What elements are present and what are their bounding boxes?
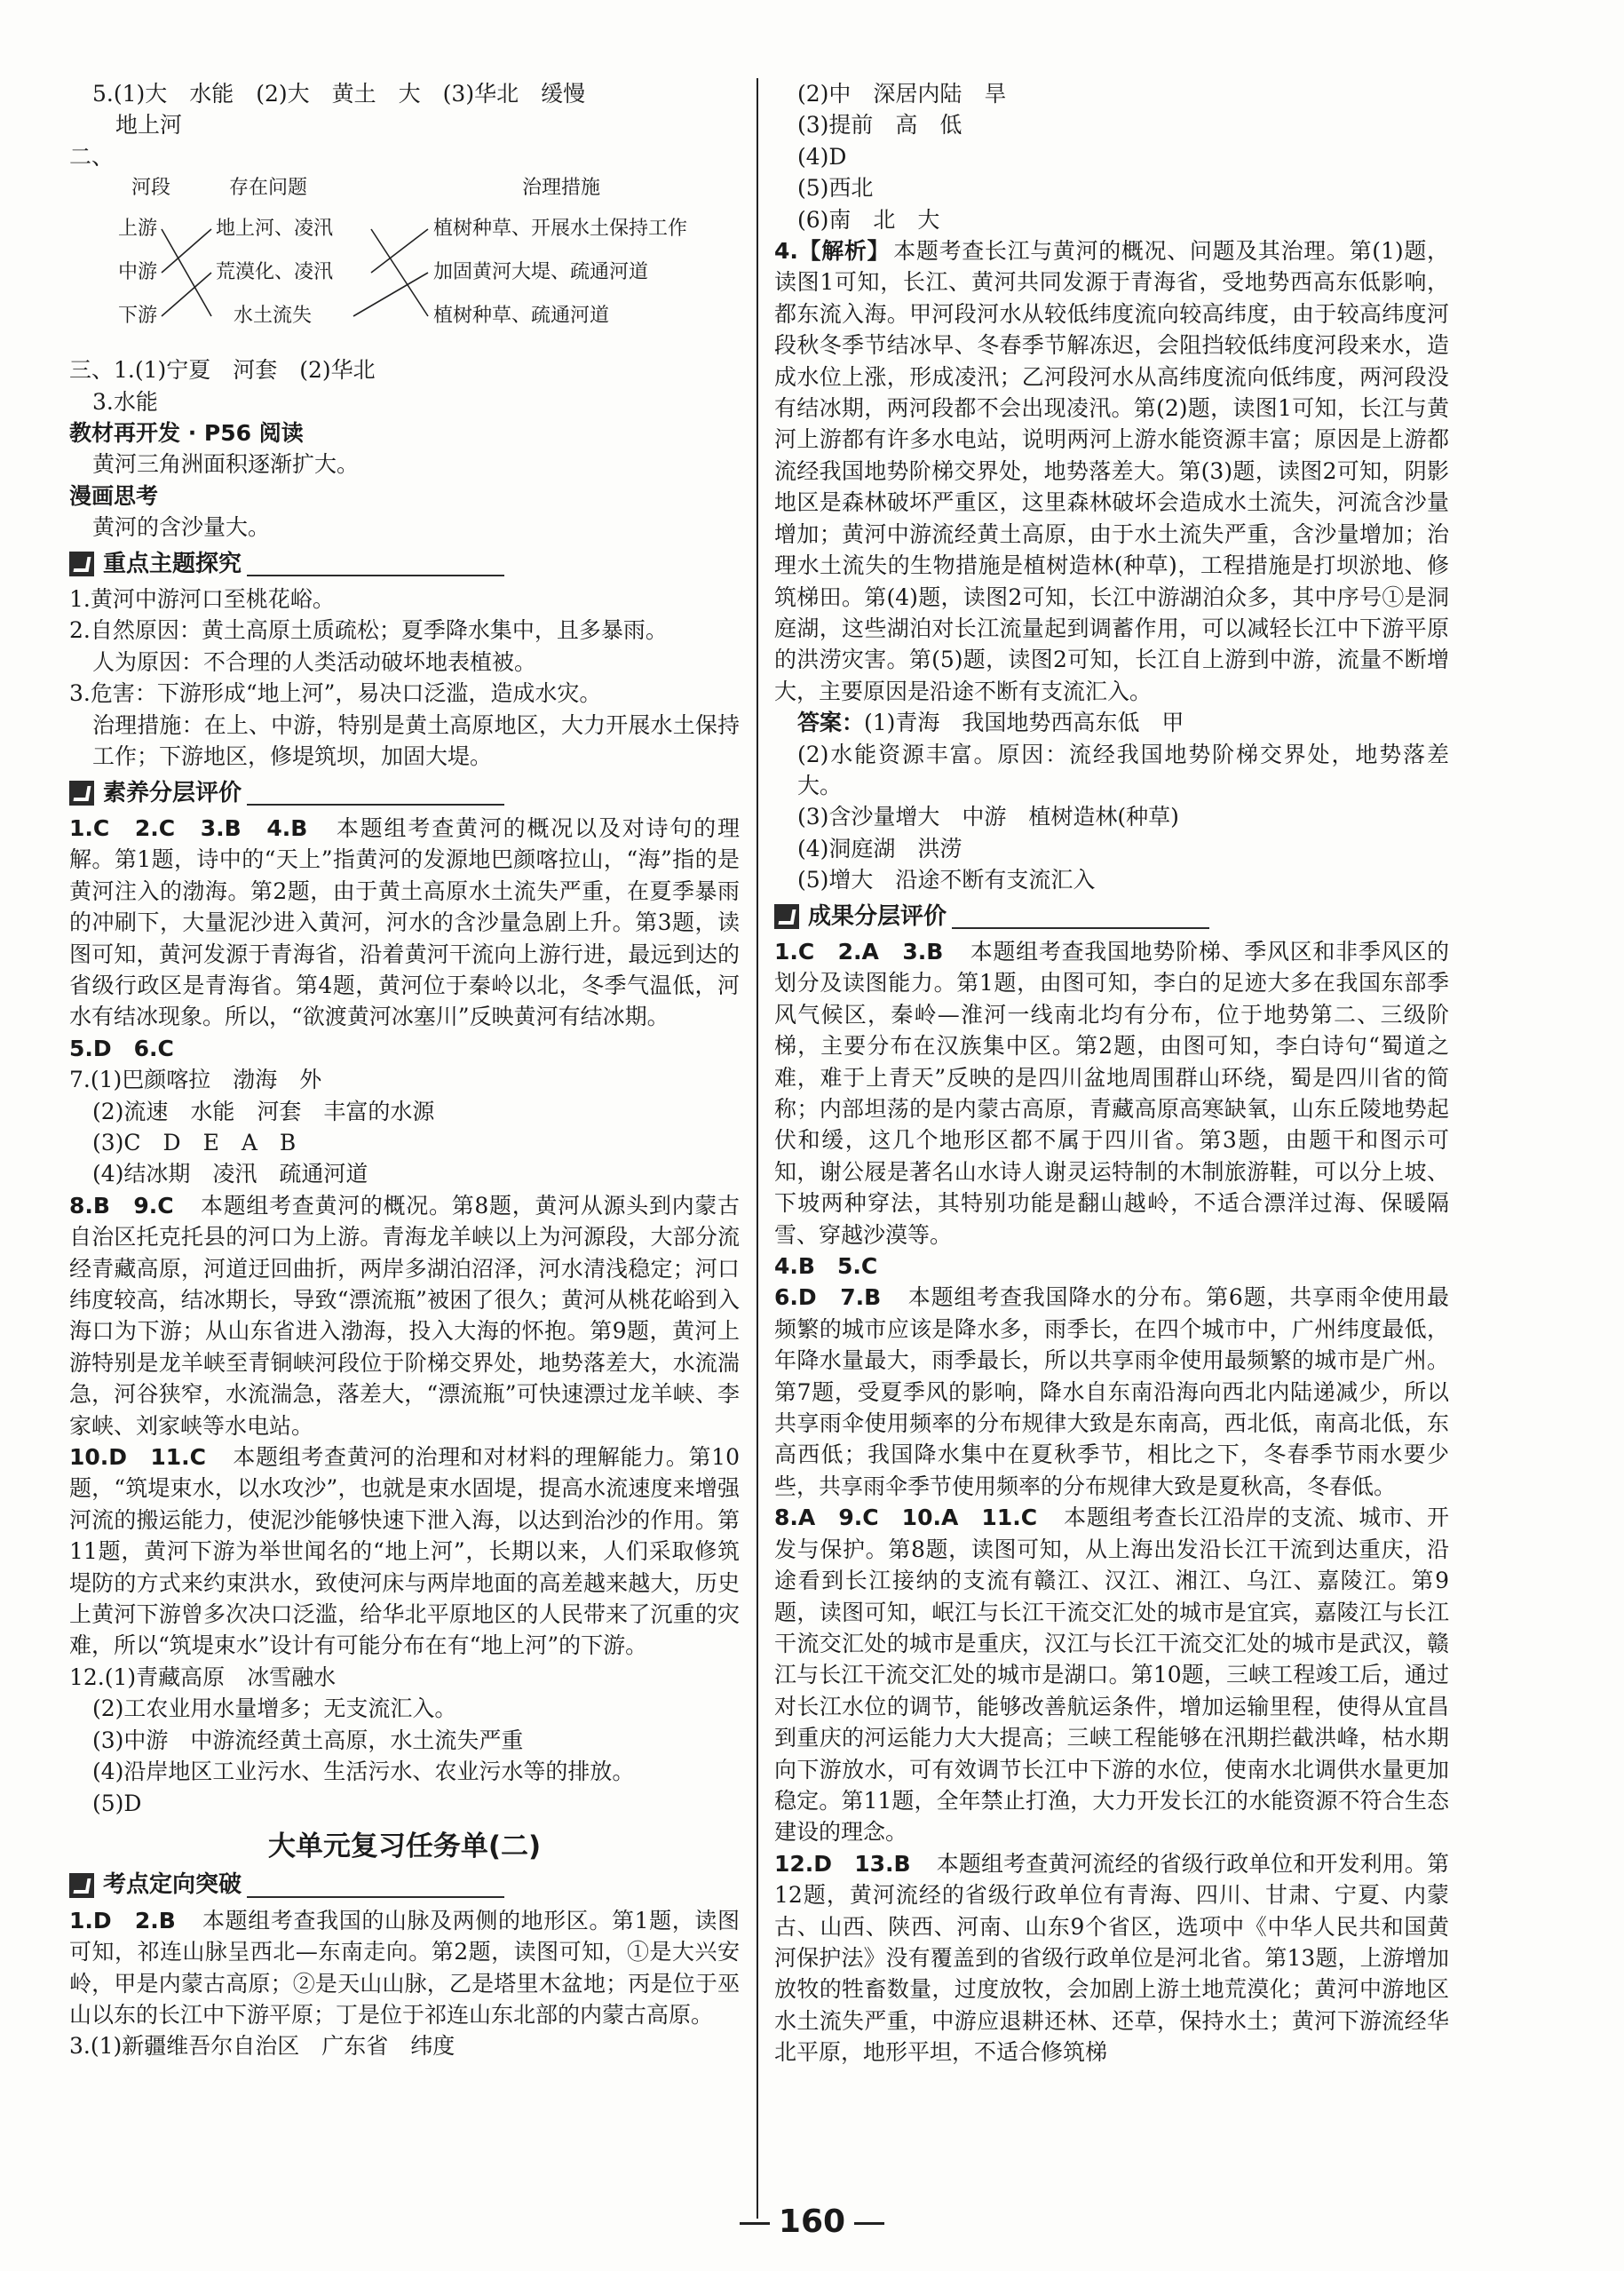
result-answer-8-11: 8.A 9.C 10.A 11.C 本题组考查长江沿岸的支流、城市、开发与保护。第8题，读图可知，从上海出发沿长江干流到达重庆，沿途看到长江接纳的支流有赣江、汉江、湘江、乌江、嘉陵江。第9题，读图可知，岷江与长江干流交汇处的城市是宜宾，嘉陵江与长江干流交汇处的城市是重庆，汉江与长江干流交汇处的城市是武汉，赣江与长江干流交汇处的城市是湖口。第10题，三峡工程竣工后，通过对长江水位的调节，能够改善航运条件，增加运输里程，使得从宜昌到重庆的河运能力大大提高；三峡工程能够在汛期拦截洪峰，枯水期向下游放水，可有效调节长江中下游的水位，使南水北调供水量更加稳定。第11题，全年禁止打渔，大力开发长江的水能资源不符合生态建设的理念。 xyxy=(774,1505,1449,1846)
match-a2: 中游 xyxy=(118,261,158,284)
exam-answer-4-key-5: (5)增大 沿途不断有支流汇入 xyxy=(797,867,1096,893)
answer-12-5: (5)D xyxy=(92,1790,142,1816)
answer-1-4: 1.C 2.C 3.B 4.B 本题组考查黄河的概况以及对诗句的理解。第1题，诗中的“天上”指黄河的发源地巴颜喀拉山，“海”指的是黄河注入的渤海。第2题，由于黄土高原水土流失严重，在夏季暴雨的冲刷下，大量泥沙进入黄河，河水的含沙量急剧上升。第3题，读图可知，黄河发源于青海省，沿着黄河干流向上游行进，最远到达的省级行政区是青海省。第4题，黄河位于秦岭以北，冬季气温低，河水有结冰现象。所以，“欲渡黄河冰塞川”反映黄河有结冰期。 xyxy=(69,814,740,1030)
answer-12-3: (3)中游 中游流经黄土高原，水土流失严重 xyxy=(92,1727,524,1753)
match-a3: 下游 xyxy=(118,305,158,328)
exam-answer-4-key-2: (2)水能资源丰富。原因：流经我国地势阶梯交界处，地势落差大。 xyxy=(797,741,1449,798)
matching-diagram xyxy=(69,176,740,349)
line-a3-b2 xyxy=(162,273,211,316)
column-divider xyxy=(757,78,758,2219)
section-marker-icon xyxy=(69,1873,94,1898)
manhua-answer: 黄河的含沙量大。 xyxy=(92,514,271,541)
exam-answer-4-key-4: (4)洞庭湖 洪涝 xyxy=(797,835,963,862)
subhead-manhua: 漫画思考 xyxy=(69,482,159,509)
jiaocai-answer: 黄河三角洲面积逐渐扩大。 xyxy=(92,451,360,478)
topic-1: 1.黄河中游河口至桃花峪。 xyxy=(69,586,335,613)
heading-underline xyxy=(247,804,504,806)
page-number-dash-right xyxy=(854,2222,884,2225)
exam-answer-3-5: (5)西北 xyxy=(797,175,874,202)
exam-answer-3: 3.(1)新疆维吾尔自治区 广东省 纬度 xyxy=(69,2033,456,2060)
right-column xyxy=(774,78,1449,2069)
match-b2: 荒漠化、凌汛 xyxy=(216,261,334,284)
line-a2-b1 xyxy=(162,229,211,273)
answer-7: 7.(1)巴颜喀拉 渤海 外 xyxy=(69,1067,322,1093)
exam-answer-3-4: (4)D xyxy=(797,143,847,170)
result-answer-6-7: 6.D 7.B 本题组考查我国降水的分布。第6题，共享雨伞使用最频繁的城市应该是降水多，雨季长，在四个城市中，广州纬度最低，年降水量最大，雨季最长，所以共享雨伞使用最频繁的城市是广州。第7题，受夏季风的影响，降水自东南沿海向西北内陆递减少，所以共享雨伞使用频率的分布规律大致是东南高，西北低，南高北低，东高西低；我国降水集中在夏秋季节，相比之下，冬春季节雨水要少些，共享雨伞季节使用频率的分布规律大致是夏秋高，冬春低。 xyxy=(774,1284,1449,1499)
section-san: 三、1.(1)宁夏 河套 (2)华北 xyxy=(69,357,376,384)
match-header-problem: 存在问题 xyxy=(229,177,308,200)
match-c2: 加固黄河大堤、疏通河道 xyxy=(433,261,649,284)
exam-answer-3-3: (3)提前 高 低 xyxy=(797,112,963,139)
answer-7-2: (2)流速 水能 河套 丰富的水源 xyxy=(92,1098,435,1124)
heading-underline xyxy=(952,927,1209,929)
answer-12: 12.(1)青藏高原 冰雪融水 xyxy=(69,1664,337,1690)
topic-3-cont: 治理措施：在上、中游，特别是黄土高原地区，大力开展水土保持工作；下游地区，修堤筑坝，加固大堤。 xyxy=(92,711,740,770)
match-c3: 植树种草、疏通河道 xyxy=(433,305,610,328)
exam-answer-1-2: 1.D 2.B 本题组考查我国的山脉及两侧的地形区。第1题，读图可知，祁连山脉呈西北—东南走向。第2题，读图可知，①是大兴安岭，甲是内蒙古高原；②是天山山脉，乙是塔里木盆地；丙是位于巫山以东的长江中下游平原；丁是位于祁连山东北部的内蒙古高原。 xyxy=(69,1907,740,2028)
exam-answer-4-key-3: (3)含沙量增大 中游 植树造林(种草) xyxy=(797,804,1179,830)
answer-7-4: (4)结冰期 凌汛 疏通河道 xyxy=(92,1161,368,1187)
section-er: 二、 xyxy=(69,143,115,170)
left-column xyxy=(69,78,740,2062)
answer-8-9: 8.B 9.C 本题组考查黄河的概况。第8题，黄河从源头到内蒙古自治区托克托县的河口为上游。青海龙羊峡以上为河源段，大部分流经青藏高原，河道迂回曲折，两岸多湖泊沼泽，河水清浅稳定；河口纬度较高，结冰期长，导致“漂流瓶”被困了很久；黄河从桃花峪到入海口为下游；从山东省进入渤海，投入大海的怀抱。第9题，黄河上游特别是龙羊峡至青铜峡河段位于阶梯交界处，地势落差大，水流湍急，河谷狭窄，水流湍急，落差大，“漂流瓶”可快速漂过龙羊峡、李家峡、刘家峡等水电站。 xyxy=(69,1192,740,1439)
match-c1: 植树种草、开展水土保持工作 xyxy=(433,218,688,241)
answer-5-6: 5.D 6.C xyxy=(69,1035,174,1061)
answer-5-cont: 地上河 xyxy=(115,112,183,139)
topic-2-cont: 人为原因：不合理的人类活动破坏地表植被。 xyxy=(92,648,537,675)
section-marker-icon xyxy=(69,552,94,576)
heading-underline xyxy=(247,575,504,576)
match-b3: 水土流失 xyxy=(234,305,313,328)
match-a1: 上游 xyxy=(118,218,158,241)
match-b1: 地上河、凌汛 xyxy=(216,218,334,241)
line-b1-c3 xyxy=(371,229,428,316)
page-number: 160 xyxy=(0,2206,1624,2237)
page-number-dash-left xyxy=(740,2222,770,2225)
exam-answer-3-6: (6)南 北 大 xyxy=(797,206,940,233)
result-answer-1-3: 1.C 2.A 3.B 本题组考查我国地势阶梯、季风区和非季风区的划分及读图能力。第1题，由图可知，李白的足迹大多在我国东部季风气候区，秦岭—淮河一线南北均有分布，位于地势第二、三级阶梯，主要分布在汉族集中区。第2题，由图可知，李白诗句“蜀道之难，难于上青天”反映的是四川盆地周围群山环绕，蜀是四川省的简称；内部坦荡的是内蒙古高原，青藏高原高寒缺氧，山东丘陵地势起伏和缓，这几个地形区都不属于四川省。第3题，由题干和图示可知，谢公屐是著名山水诗人谢灵运特制的木制旅游鞋，可以分上坡、下坡两种穿法，其特别功能是翻山越岭，不适合漂洋过海、保暖隔雪、穿越沙漠等。 xyxy=(774,938,1449,1248)
section-heading-exam-points: 考点定向突破 xyxy=(69,1870,740,1901)
result-answer-4-5: 4.B 5.C xyxy=(774,1253,878,1280)
unit-review-title: 大单元复习任务单(二) xyxy=(267,1830,542,1862)
topic-2: 2.自然原因：黄土高原土质疏松；夏季降水集中，且多暴雨。 xyxy=(69,617,668,644)
exam-answer-4-key: 答案：(1)青海 我国地势西高东低 甲 xyxy=(797,710,1184,736)
exam-answer-3-2: (2)中 深居内陆 旱 xyxy=(797,81,1007,107)
section-marker-icon xyxy=(69,781,94,806)
section-heading-literacy: 素养分层评价 xyxy=(69,778,740,809)
heading-underline xyxy=(247,1896,504,1898)
match-header-measure: 治理措施 xyxy=(522,177,601,200)
exam-answer-4-analysis: 4.【解析】 本题考查长江与黄河的概况、问题及其治理。第(1)题，读图1可知，长江、黄河共同发源于青海省，受地势西高东低影响，都东流入海。甲河段河水从较低纬度流向较高纬度，由于较高纬度河段秋冬季节结冰早、冬春季节解冻迟，会阻挡较低纬度河段来水，造成水位上涨，形成凌汛；乙河段河水从高纬度流向低纬度，两河段没有结冰期，两河段都不会出现凌汛。第(2)题，读图1可知，长江与黄河上游都有许多水电站，说明两河上游水能资源丰富；原因是上游都流经我国地势阶梯交界处，地势落差大。第(3)题，读图2可知，阴影地区是森林破坏严重区，这里森林破坏会造成水土流失，河流含沙量增加；黄河中游流经黄土高原，由于水土流失严重，含沙量增加；治理水土流失的生物措施是植树造林(种草)，工程措施是打坝淤地、修筑梯田。第(4)题，读图2可知，长江中游湖泊众多，其中序号①是洞庭湖，这些湖泊对长江流量起到调蓄作用，可以减轻长江中下游平原的洪涝灾害。第(5)题，读图2可知，长江自上游到中游，流量不断增大，主要原因是沿途不断有支流汇入。 xyxy=(774,238,1449,704)
line-b2-c1 xyxy=(371,229,428,273)
match-header-segment: 河段 xyxy=(131,177,171,200)
answer-12-4: (4)沿岸地区工业污水、生活污水、农业污水等的排放。 xyxy=(92,1759,635,1785)
section-marker-icon xyxy=(774,904,799,929)
answer-12-2: (2)工农业用水量增多；无支流汇入。 xyxy=(92,1695,457,1722)
line-a1-b3 xyxy=(162,229,211,316)
answer-10-11: 10.D 11.C 本题组考查黄河的治理和对材料的理解能力。第10题，“筑堤束水，以水攻沙”，也就是束水固堤，提高水流速度来增强河流的搬运能力，使泥沙能够快速下泄入海，以达到治沙的作用。第11题，黄河下游为举世闻名的“地上河”，长期以来，人们采取修筑堤防的方式来约束洪水，致使河床与两岸地面的高差越来越大，历史上黄河下游曾多次决口泛滥，给华北平原地区的人民带来了沉重的灾难，所以“筑堤束水”设计有可能分布在有“地上河”的下游。 xyxy=(69,1444,740,1659)
section-heading-key-topics: 重点主题探究 xyxy=(69,549,740,580)
matching-lines xyxy=(69,176,740,349)
topic-3: 3.危害：下游形成“地上河”，易决口泛滥，造成水灾。 xyxy=(69,680,602,707)
line-b3-c2 xyxy=(353,273,428,316)
result-answer-12-13: 12.D 13.B 本题组考查黄河流经的省级行政单位和开发利用。第12题，黄河流经的省级行政单位有青海、四川、甘肃、宁夏、内蒙古、山西、陕西、河南、山东9个省区，选项中《中华人民共和国黄河保护法》没有覆盖到的省级行政单位是河北省。第13题，上游增加放牧的牲畜数量，过度放牧，会加剧上游土地荒漠化；黄河中游地区水土流失严重，中游应退耕还林、还草，保持水土；黄河下游流经华北平原，地形平坦，不适合修筑梯 xyxy=(774,1850,1449,2066)
section-heading-results: 成果分层评价 xyxy=(774,901,1449,933)
answer-5: 5.(1)大 水能 (2)大 黄土 大 (3)华北 缓慢 xyxy=(92,81,586,107)
subhead-jiaocai: 教材再开发 · P56 阅读 xyxy=(69,420,304,447)
section-san-3: 3.水能 xyxy=(92,388,158,415)
answer-7-3: (3)C D E A B xyxy=(92,1129,297,1155)
